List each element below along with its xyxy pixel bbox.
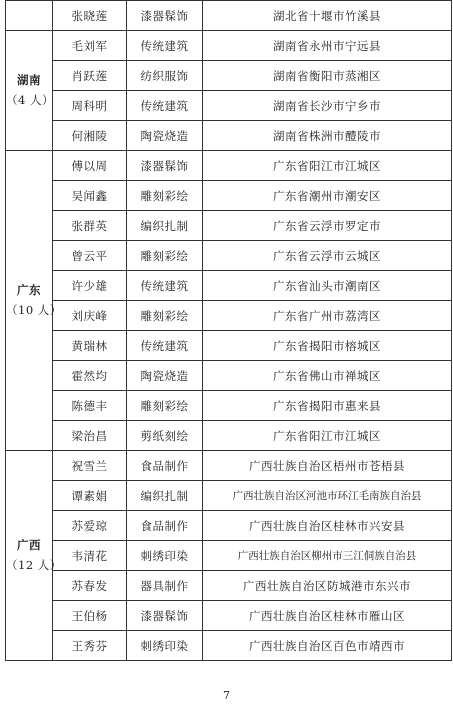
location: 广东省汕头市潮南区 (203, 271, 452, 301)
table-row (6, 481, 452, 511)
table-row (6, 151, 452, 181)
table-row (6, 181, 452, 211)
region-name: 湖南 (17, 72, 41, 87)
location: 广东省揭阳市惠来县 (203, 391, 452, 421)
craft-category: 食品制作 (127, 451, 203, 481)
table-row (6, 121, 452, 151)
craft-category: 雕刻彩绘 (127, 181, 203, 211)
craft-category: 漆器髹饰 (127, 1, 203, 31)
craft-category: 刺绣印染 (127, 631, 203, 661)
craftsman-name: 毛刘军 (53, 31, 127, 61)
craftsman-name: 陈德丰 (53, 391, 127, 421)
region-count: （12 人） (6, 557, 62, 572)
craftsman-name: 傅以周 (53, 151, 127, 181)
table-row (6, 91, 452, 121)
region-cell (6, 31, 53, 151)
location: 广东省云浮市云城区 (203, 241, 452, 271)
craftsman-name: 吴闻鑫 (53, 181, 127, 211)
location: 广东省广州市荔湾区 (203, 301, 452, 331)
region-count: （4 人） (6, 92, 54, 107)
table-row (6, 31, 452, 61)
table-row (6, 601, 452, 631)
table-row (6, 631, 452, 661)
craft-category: 传统建筑 (127, 271, 203, 301)
location: 广东省阳江市江城区 (203, 421, 452, 451)
location: 广东省佛山市禅城区 (203, 361, 452, 391)
craft-category: 漆器髹饰 (127, 151, 203, 181)
craft-category: 纺织服饰 (127, 61, 203, 91)
location: 广东省云浮市罗定市 (203, 211, 452, 241)
craft-category: 编织扎制 (127, 211, 203, 241)
craftsman-name: 王秀芬 (53, 631, 127, 661)
craft-category: 传统建筑 (127, 331, 203, 361)
craftsman-name: 何湘陵 (53, 121, 127, 151)
region-name: 广东 (17, 282, 41, 297)
table-row (6, 511, 452, 541)
craft-category: 剪纸刻绘 (127, 421, 203, 451)
craftsman-name: 张晓莲 (53, 1, 127, 31)
table-row (6, 1, 452, 31)
craftsman-name: 王伯杨 (53, 601, 127, 631)
table-row (6, 571, 452, 601)
craftsman-name: 谭素娟 (53, 481, 127, 511)
craft-category: 陶瓷烧造 (127, 121, 203, 151)
table-row (6, 541, 452, 571)
table-row (6, 361, 452, 391)
location: 广西壮族自治区梧州市苍梧县 (203, 451, 452, 481)
craftsman-name: 张群英 (53, 211, 127, 241)
craft-category: 传统建筑 (127, 31, 203, 61)
location: 广西壮族自治区河池市环江毛南族自治县 (203, 481, 452, 511)
location: 广东省揭阳市榕城区 (203, 331, 452, 361)
craft-category: 陶瓷烧造 (127, 361, 203, 391)
region-count: （10 人） (6, 302, 62, 317)
region-cell (6, 151, 62, 451)
table-row (6, 241, 452, 271)
craft-category: 刺绣印染 (127, 541, 203, 571)
location: 广西壮族自治区防城港市东兴市 (203, 571, 452, 601)
craftsman-name: 霍然均 (53, 361, 127, 391)
craft-category: 漆器髹饰 (127, 601, 203, 631)
craftsmen-table-body (6, 1, 452, 661)
location: 广西壮族自治区桂林市雁山区 (203, 601, 452, 631)
craft-category: 编织扎制 (127, 481, 203, 511)
region-cell-continued (6, 1, 53, 31)
location: 广东省阳江市江城区 (203, 151, 452, 181)
location: 湖南省株洲市醴陵市 (203, 121, 452, 151)
craftsman-name: 肖跃莲 (53, 61, 127, 91)
page-number: 7 (223, 689, 230, 702)
craftsmen-table (5, 0, 452, 661)
craftsman-name: 祝雪兰 (53, 451, 127, 481)
craftsman-name: 黄瑞林 (53, 331, 127, 361)
table-row (6, 61, 452, 91)
craft-category: 器具制作 (127, 571, 203, 601)
table-row (6, 451, 452, 481)
location: 湖南省永州市宁远县 (203, 31, 452, 61)
table-row (6, 421, 452, 451)
location: 广西壮族自治区柳州市三江侗族自治县 (203, 541, 452, 571)
location: 广西壮族自治区桂林市兴安县 (203, 511, 452, 541)
craftsman-name: 周科明 (53, 91, 127, 121)
craft-category: 传统建筑 (127, 91, 203, 121)
location: 湖北省十堰市竹溪县 (203, 1, 452, 31)
craft-category: 雕刻彩绘 (127, 241, 203, 271)
table-row (6, 301, 452, 331)
craftsman-name: 刘庆峰 (53, 301, 127, 331)
region-name: 广西 (17, 537, 41, 552)
table-row (6, 331, 452, 361)
table-row (6, 391, 452, 421)
location: 湖南省长沙市宁乡市 (203, 91, 452, 121)
craft-category: 雕刻彩绘 (127, 391, 203, 421)
location: 广西壮族自治区百色市靖西市 (203, 631, 452, 661)
craftsman-name: 苏春发 (53, 571, 127, 601)
location: 湖南省衡阳市蒸湘区 (203, 61, 452, 91)
craftsman-name: 苏爱琼 (53, 511, 127, 541)
region-cell (6, 451, 62, 661)
craftsman-name: 韦清花 (53, 541, 127, 571)
table-row (6, 211, 452, 241)
craft-category: 食品制作 (127, 511, 203, 541)
craftsman-name: 梁治昌 (53, 421, 127, 451)
location: 广东省潮州市潮安区 (203, 181, 452, 211)
craft-category: 雕刻彩绘 (127, 301, 203, 331)
table-row (6, 271, 452, 301)
craftsman-name: 许少雄 (53, 271, 127, 301)
craftsman-name: 曾云平 (53, 241, 127, 271)
